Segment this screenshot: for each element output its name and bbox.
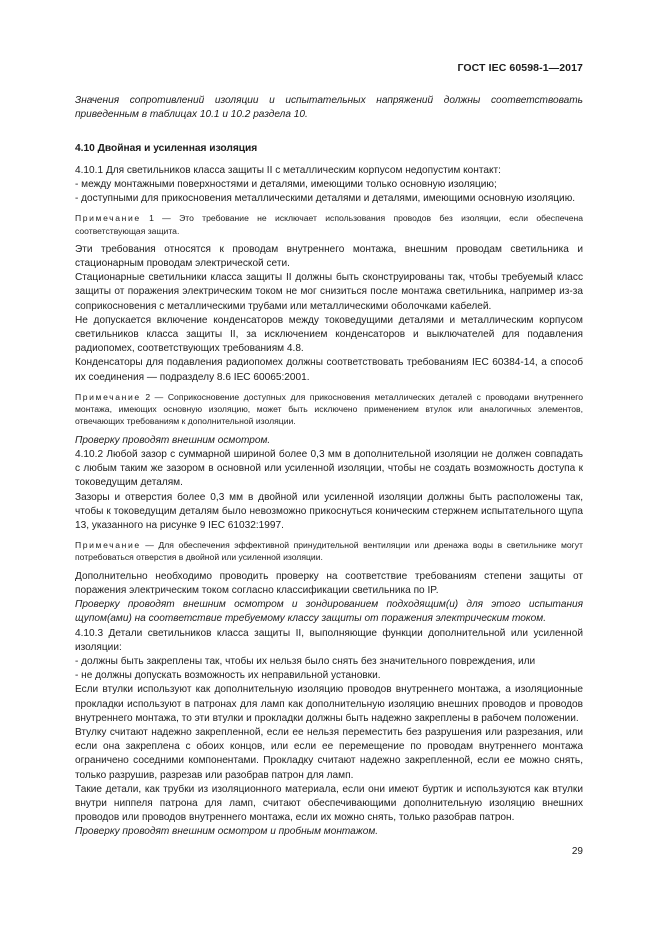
- note-1-label: Примечание: [75, 213, 141, 224]
- paragraph-4-10-1: 4.10.1 Для светильников класса защиты II с металлическим корпусом недопустим контакт:: [75, 164, 501, 176]
- standard-header: ГОСТ IEC 60598-1—2017: [457, 62, 583, 74]
- dash-item-1: - между монтажными поверхностями и деталями, имеющими только основную изоляцию;: [75, 178, 497, 190]
- note-2-label: Примечание: [75, 391, 141, 402]
- paragraph-requirements-internal: Эти требования относятся к проводам внутреннего монтажа, внешним проводам светильника и стационарным проводам электрической сети.: [75, 243, 583, 270]
- paragraph-4-10-3: 4.10.3 Детали светильников класса защиты II, выполняющие функции дополнительной или усиленной изоляции:: [75, 627, 583, 653]
- check-paragraph-3: Проверку проводят внешним осмотром и пробным монтажом.: [75, 826, 379, 838]
- dash-item-2: - доступными для прикосновения металлическими деталями и деталями, имеющими основную изоляцию.: [75, 193, 576, 205]
- note-2-text: 2 — Соприкосновение доступных для прикосновения металлических деталей с проводами внутреннего монтажа, имеющих основную изоляцию, может быть исключено применением втулок или аналогичных элементов, отвечающих требованиям к дополнительной изоляции.: [75, 391, 583, 427]
- note-3-label: Примечание: [75, 540, 141, 551]
- paragraph-additional-check: Дополнительно необходимо проводить проверку на соответствие требованиям степени защиты от поражения электрическим током согласно классификации светильника по IP.: [75, 570, 583, 596]
- paragraph-parts: Такие детали, как трубки из изоляционного материала, если они имеют буртик и используются как втулки внутри ниппеля патрона для ламп, считают обеспечивающими дополнительную изоляцию внешних проводов или проводов внутреннего монтажа, если их можно снять, только разобрав патрон.: [75, 783, 583, 824]
- intro-paragraph: Значения сопротивлений изоляции и испытательных напряжений должны соответствовать приведенным в таблицах 10.1 и 10.2 раздела 10.: [75, 95, 583, 121]
- paragraph-stationary: Стационарные светильники класса защиты II должны быть сконструированы так, чтобы требуемый класс защиты от поражения электрическим током не мог снизиться после монтажа светильника, например из-за соприкосновения с металлическими трубами или металлическими оболочками кабелей.: [75, 272, 583, 312]
- dash-item-3: - должны быть закреплены так, чтобы их нельзя было снять без значительного повреждения, или: [75, 655, 536, 667]
- note-3-text: — Для обеспечения эффективной принудительной вентиляции или дренажа воды в светильнике могут потребоваться отверстия в двойной или усиленной изоляции.: [75, 540, 583, 563]
- note-3: [75, 539, 583, 564]
- paragraph-gaps: Зазоры и отверстия более 0,3 мм в двойной или усиленной изоляции должны быть расположены так, чтобы к токоведущим деталям было невозможно прикоснуться коническим стержнем испытательного щупа 13, указанного на рисунке 9 IEC 61032:1997.: [75, 491, 583, 531]
- note-2: [75, 391, 583, 428]
- dash-item-4: - не должны допускать возможность их неправильной установки.: [75, 670, 381, 682]
- paragraph-capacitors-1: Не допускается включение конденсаторов между токоведущими деталями и металлическим корпусом светильников класса защиты II, за исключением конденсаторов и выключателей для подавления радиопомех, соответствующих требованиям 4.8.: [75, 314, 583, 355]
- document-body: [75, 94, 583, 840]
- note-1: [75, 212, 583, 237]
- paragraph-capacitors-2: Конденсаторы для подавления радиопомех должны соответствовать требованиям IEC 60384-14, а способ их соединения — подразделу 8.6 IEC 60065:2001.: [75, 357, 583, 383]
- page-number: 29: [571, 846, 583, 857]
- check-paragraph-2: Проверку проводят внешним осмотром и зондированием подходящим(и) для этого испытания щупом(ами) на соответствие требуемому классу защиты от поражения электрическим током.: [75, 599, 583, 625]
- paragraph-4-10-2: 4.10.2 Любой зазор с суммарной шириной более 0,3 мм в дополнительной изоляции не должен совпадать с любым таким же зазором в основной или усиленной изоляции, чтобы не создать возможность доступа к токоведущим деталям.: [75, 448, 583, 489]
- check-paragraph-1: Проверку проводят внешним осмотром.: [75, 434, 271, 446]
- note-1-text: 1 — Это требование не исключает использования проводов без изоляции, если обеспечена соответствующая защита.: [75, 213, 584, 236]
- paragraph-bushings: Если втулки используют как дополнительную изоляцию проводов внутреннего монтажа, а изоляционные прокладки используют в патронах для ламп как дополнительную изоляцию внешних проводов и проводов внутреннего монтажа, то эти втулки и прокладки должны быть надежно закреплены в рабочем положении.: [75, 684, 583, 724]
- section-heading: 4.10 Двойная и усиленная изоляция: [75, 143, 258, 155]
- paragraph-bushing-fixed: Втулку считают надежно закрепленной, если ее нельзя переместить без разрушения или разрезания, или если она закреплена с обоих концов, или если ее перемещение по проводам внутреннего монтажа ограничено соседними компонентами. Прокладку считают надежно закрепленной, если ее можно снять, только разрушив, разрезав или разобрав патрон для ламп.: [75, 726, 583, 781]
